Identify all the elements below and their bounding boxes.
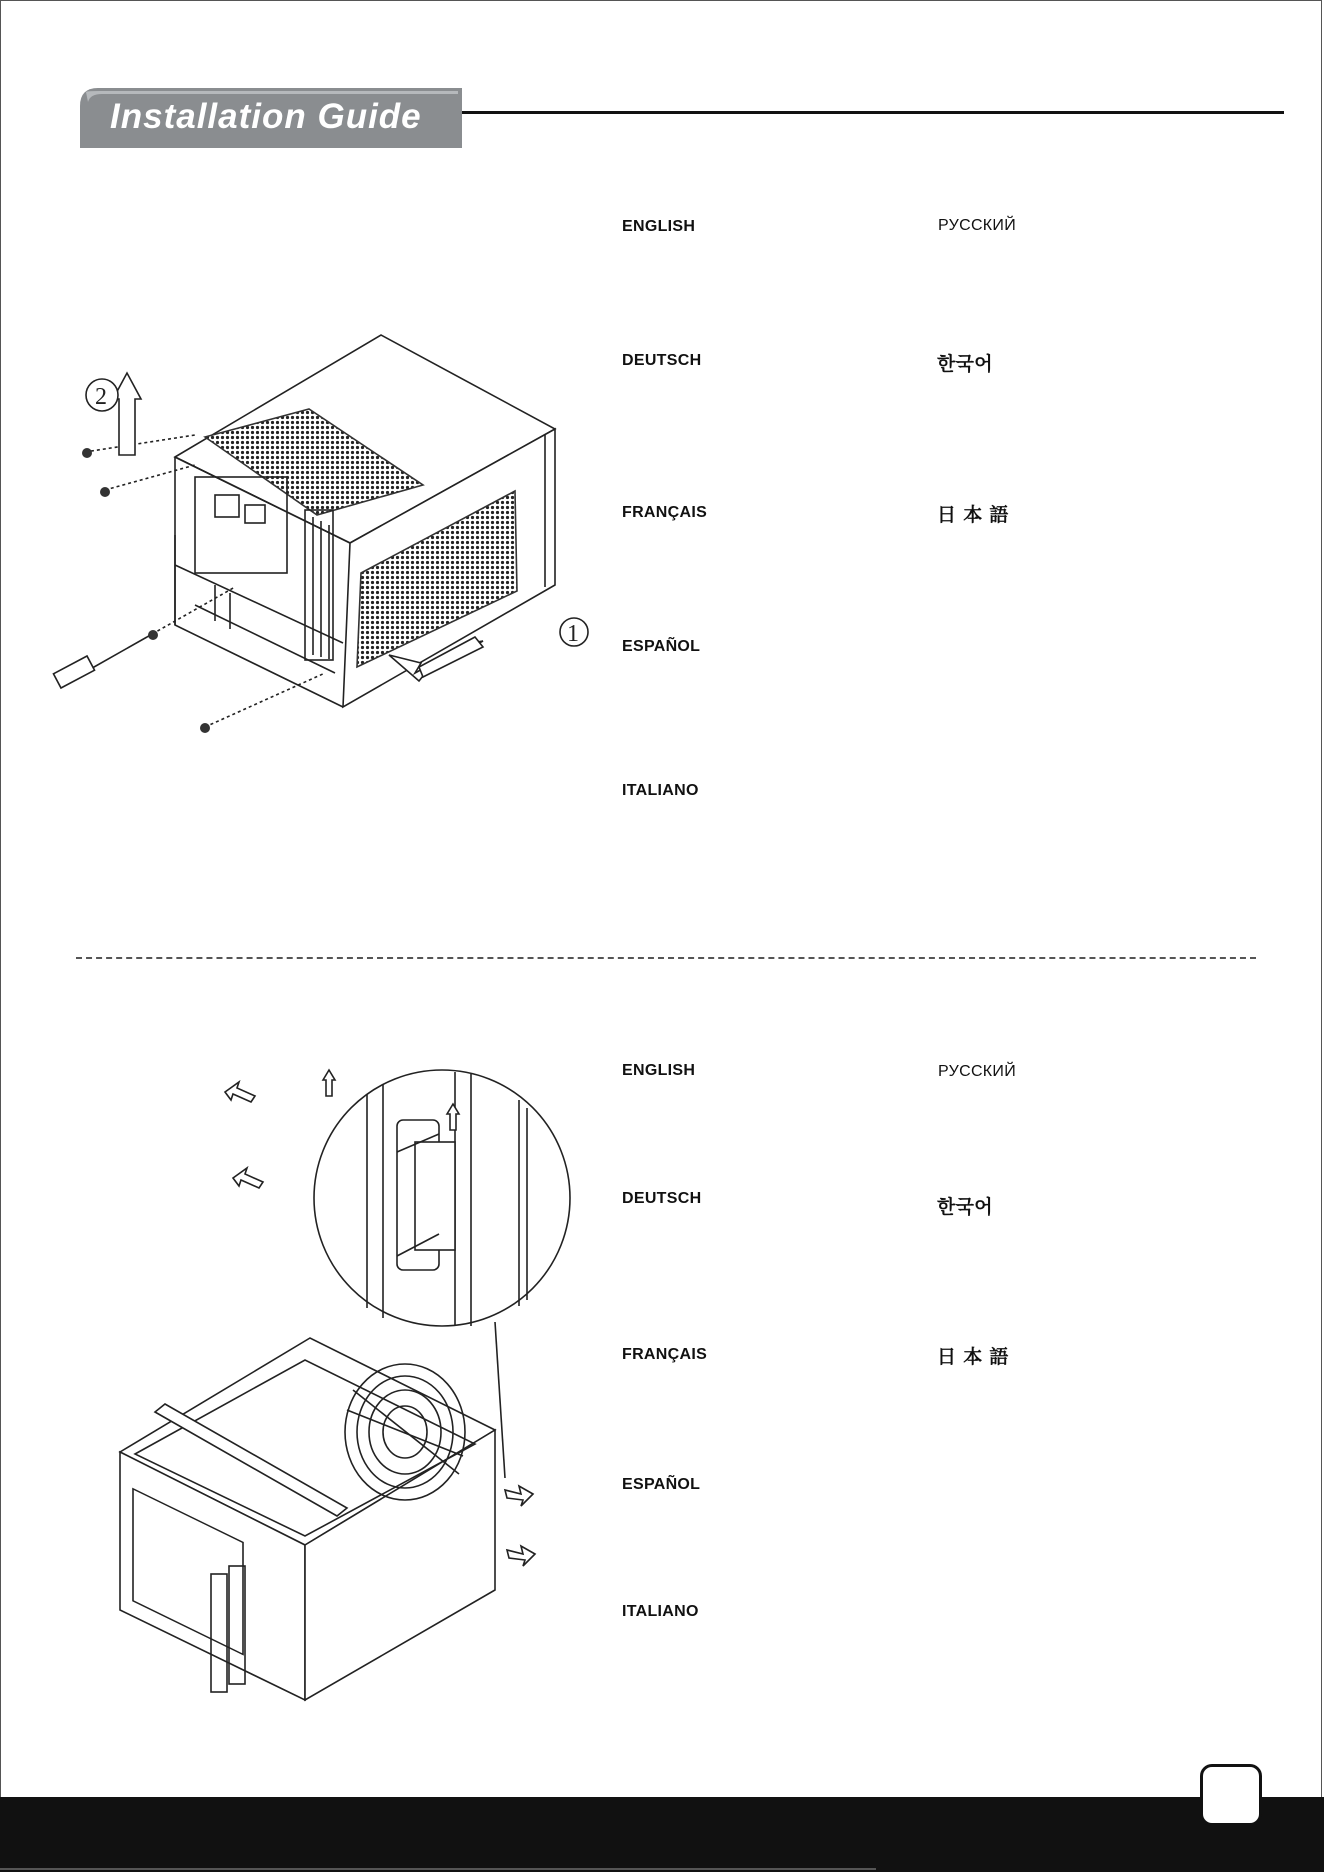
- section-divider: [76, 957, 1256, 959]
- callout-1: 1: [567, 621, 579, 647]
- title-rule: [462, 111, 1284, 114]
- step2-lang-deutsch: DEUTSCH: [622, 1190, 702, 1207]
- step1-lang-russian: РУССКИЙ: [938, 217, 1017, 234]
- step1-lang-english: ENGLISH: [622, 218, 696, 235]
- step1-lang-espanol: ESPAÑOL: [622, 638, 701, 655]
- step2-lang-japanese: 日 本 語: [937, 1346, 1009, 1368]
- page-title: Installation Guide: [110, 97, 422, 136]
- case-interior-illustration: [115, 1060, 545, 1700]
- step1-lang-japanese: 日 本 語: [937, 504, 1009, 526]
- footer-bar: [0, 1797, 1324, 1872]
- page-number-box: [1200, 1764, 1262, 1826]
- step2-lang-english: ENGLISH: [622, 1062, 696, 1079]
- step2-lang-russian: РУССКИЙ: [938, 1063, 1017, 1080]
- step2-lang-italiano: ITALIANO: [622, 1603, 699, 1620]
- step1-lang-italiano: ITALIANO: [622, 782, 699, 799]
- step1-lang-francais: FRANÇAIS: [622, 504, 708, 521]
- callout-2: 2: [95, 384, 107, 410]
- step1-lang-korean: 한국어: [937, 353, 993, 375]
- step2-lang-francais: FRANÇAIS: [622, 1346, 708, 1363]
- step2-lang-espanol: ESPAÑOL: [622, 1476, 701, 1493]
- step2-lang-korean: 한국어: [937, 1196, 993, 1218]
- step1-lang-deutsch: DEUTSCH: [622, 352, 702, 369]
- footer-line: [0, 1868, 876, 1870]
- case-exterior-illustration: [55, 325, 595, 745]
